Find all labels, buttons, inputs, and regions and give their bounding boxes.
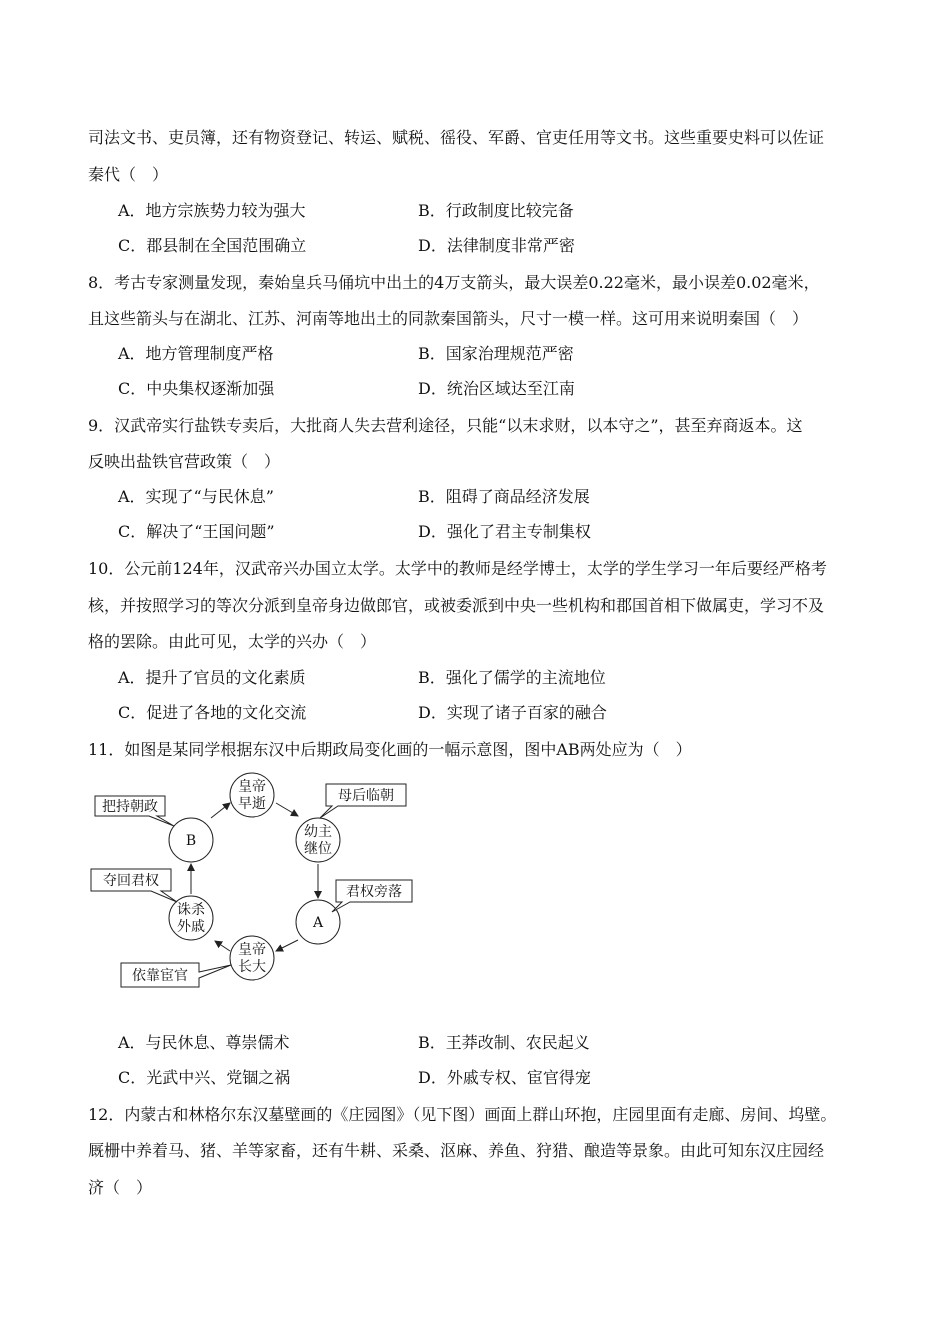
q10-option-a[interactable]: A．提升了官员的文化素质 (118, 668, 306, 687)
node-emperor-dies-label-1: 皇帝 (238, 779, 266, 795)
q10-stem-line3: 格的罢除。由此可见，太学的兴办（ ） (88, 632, 377, 651)
node-young-ruler-label-2: 继位 (304, 841, 332, 857)
callout-regain-power: 夺回君权 (103, 873, 159, 889)
q8-stem-line1: 8．考古专家测量发现，秦始皇兵马俑坑中出土的4万支箭头，最大误差0.22毫米，最小误差0.02毫米， (88, 273, 820, 292)
q9-option-c[interactable]: C．解决了“王国问题” (118, 522, 275, 541)
q11-option-b[interactable]: B．王莽改制、农民起义 (418, 1033, 590, 1052)
q11-option-c[interactable]: C．光武中兴、党锢之祸 (118, 1068, 291, 1087)
q9-stem-line1: 9．汉武帝实行盐铁专卖后，大批商人失去营利途径，只能“以末求财，以本守之”，甚至弃商返本。这 (88, 416, 803, 435)
arrow-emperor-grows-to-kill-relatives (215, 941, 230, 951)
q7-option-a[interactable]: A．地方宗族势力较为强大 (118, 201, 306, 220)
q11-option-a[interactable]: A．与民休息、尊崇儒术 (118, 1033, 290, 1052)
q10-stem-line1: 10．公元前124年，汉武帝兴办国立太学。太学中的教师是经学博士，太学的学生学习一年后要经严格考 (88, 559, 827, 578)
q9-stem-line2: 反映出盐铁官营政策（ ） (88, 452, 281, 471)
q8-option-d[interactable]: D．统治区域达至江南 (418, 379, 575, 398)
node-emperor-dies-label-2: 早逝 (238, 796, 266, 812)
node-kill-relatives-label-2: 外戚 (177, 919, 205, 935)
node-kill-relatives-label-1: 诛杀 (177, 902, 205, 918)
q8-option-a[interactable]: A．地方管理制度严格 (118, 344, 274, 363)
callout-control-gov: 把持朝政 (102, 799, 158, 815)
callout-queen-mother: 母后临朝 (338, 788, 394, 804)
q11-option-d[interactable]: D．外戚专权、宦官得宠 (418, 1068, 591, 1087)
node-emperor-grows-label-2: 长大 (238, 959, 266, 975)
q7-option-c[interactable]: C．郡县制在全国范围确立 (118, 236, 307, 255)
q10-option-d[interactable]: D．实现了诸子百家的融合 (418, 703, 607, 722)
q8-option-b[interactable]: B．国家治理规范严密 (418, 344, 574, 363)
q10-stem-line2: 核，并按照学习的等次分派到皇帝身边做郎官，或被委派到中央一些机构和郡国首相下做属吏，学习不及 (88, 596, 825, 615)
node-a-label: A (312, 915, 324, 931)
node-b-label: B (185, 833, 197, 849)
q12-stem-line3: 济（ ） (88, 1178, 153, 1197)
q11-stem-line1: 11．如图是某同学根据东汉中后期政局变化画的一幅示意图，图中AB两处应为（ ） (88, 740, 692, 759)
q8-option-c[interactable]: C．中央集权逐渐加强 (118, 379, 275, 398)
q9-option-b[interactable]: B．阻碍了商品经济发展 (418, 487, 590, 506)
q12-stem-line1: 12．内蒙古和林格尔东汉墓壁画的《庄园图》（见下图）画面上群山环抱，庄园里面有走廊、房间、坞壁。 (88, 1105, 837, 1124)
q11-political-cycle-diagram (80, 770, 420, 1000)
q7-stem-line1: 司法文书、吏员簿，还有物资登记、转运、赋税、徭役、军爵、官吏任用等文书。这些重要史料可以佐证 (88, 128, 825, 147)
q9-option-d[interactable]: D．强化了君主专制集权 (418, 522, 591, 541)
q7-stem-line2: 秦代（ ） (88, 165, 169, 184)
callout-power-shift: 君权旁落 (346, 884, 402, 900)
q9-option-a[interactable]: A．实现了“与民休息” (118, 487, 274, 506)
q7-option-d[interactable]: D．法律制度非常严密 (418, 236, 575, 255)
q10-option-c[interactable]: C．促进了各地的文化交流 (118, 703, 307, 722)
callout-rely-eunuch: 依靠宦官 (132, 968, 188, 984)
node-emperor-grows-label-1: 皇帝 (238, 942, 266, 958)
arrow-emperor-dies-to-young-ruler (276, 803, 298, 816)
q10-option-b[interactable]: B．强化了儒学的主流地位 (418, 668, 606, 687)
node-young-ruler-label-1: 幼主 (304, 824, 332, 840)
arrow-a-to-emperor-grows (276, 940, 298, 951)
q7-option-b[interactable]: B．行政制度比较完备 (418, 201, 574, 220)
q8-stem-line2: 且这些箭头与在湖北、江苏、河南等地出土的同款秦国箭头，尺寸一模一样。这可用来说明秦国（ ） (88, 309, 809, 328)
arrow-b-to-emperor-dies (211, 803, 230, 818)
q12-stem-line2: 厩栅中养着马、猪、羊等家畜，还有牛耕、采桑、沤麻、养鱼、狩猎、酿造等景象。由此可知东汉庄园经 (88, 1141, 825, 1160)
